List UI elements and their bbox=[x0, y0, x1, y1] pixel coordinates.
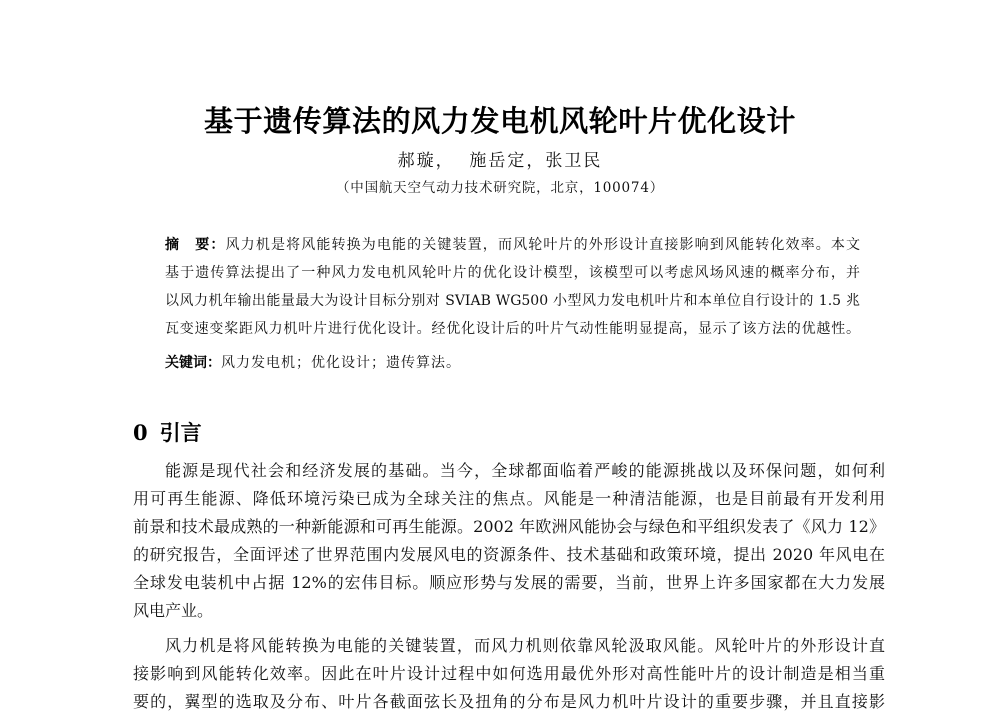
paragraph-line: 的研究报告，全面评述了世界范围内发展风电的资源条件、技术基础和政策环境，提出 2020 年风电在 bbox=[133, 545, 885, 564]
paragraph-line: 前景和技术最成熟的一种新能源和可再生能源。2002 年欧洲风能协会与绿色和平组织发表了《风力 12》 bbox=[133, 517, 885, 536]
paragraph-line: 全球发电装机中占据 12%的宏伟目标。顺应形势与发展的需要，当前，世界上许多国家都在大力发展 bbox=[133, 573, 885, 592]
section-title: 引言 bbox=[159, 421, 202, 445]
paragraph-line: 用可再生能源、降低环境污染已成为全球关注的焦点。风能是一种清洁能源，也是目前最有开发利用 bbox=[133, 489, 885, 508]
paragraph-line: 风力机是将风能转换为电能的关键装置，而风力机则依靠风轮汲取风能。风轮叶片的外形设计直 bbox=[165, 636, 885, 655]
abstract-block bbox=[165, 231, 860, 377]
paragraph-line: 要的，翼型的选取及分布、叶片各截面弦长及扭角的分布是风力机叶片设计的重要步骤，并且直接影 bbox=[133, 692, 885, 711]
paragraph-line: 接影响到风能转化效率。因此在叶片设计过程中如何选用最优外形对高性能叶片的设计制造是相当重 bbox=[133, 664, 885, 683]
abstract-line: 瓦变速变桨距风力机叶片进行优化设计。经优化设计后的叶片气动性能明显提高，显示了该方法的优越性。 bbox=[165, 321, 860, 337]
section-body bbox=[133, 457, 885, 716]
keywords-label: 关键词： bbox=[165, 355, 221, 371]
paragraph-line: 风电产业。 bbox=[133, 601, 214, 620]
abstract-text: 风力机是将风能转换为电能的关键装置，而风轮叶片的外形设计直接影响到风能转化效率。本文 bbox=[225, 237, 861, 253]
section-heading bbox=[133, 418, 202, 448]
body-paragraph bbox=[133, 632, 885, 716]
abstract-line bbox=[165, 231, 860, 259]
body-paragraph bbox=[133, 457, 885, 625]
section-number: 0 bbox=[133, 420, 148, 445]
paper-title: 基于遗传算法的风力发电机风轮叶片优化设计 bbox=[203, 104, 796, 138]
keywords-line bbox=[165, 349, 860, 377]
paragraph-line: 能源是现代社会和经济发展的基础。当今，全球都面临着严峻的能源挑战以及环保问题，如何利 bbox=[165, 461, 885, 480]
abstract-label: 摘 要： bbox=[165, 237, 226, 253]
keywords-text: 风力发电机；优化设计；遗传算法。 bbox=[221, 355, 461, 371]
affiliation: （中国航天空气动力技术研究院，北京，100074） bbox=[335, 180, 665, 196]
author-line: 郝璇， 施岳定，张卫民 bbox=[397, 151, 603, 171]
abstract-line: 基于遗传算法提出了一种风力发电机风轮叶片的优化设计模型，该模型可以考虑风场风速的概率分布，并 bbox=[165, 265, 860, 281]
abstract-line: 以风力机年输出能量最大为设计目标分别对 SVIAB WG500 小型风力发电机叶片和本单位自行设计的 1.5 兆 bbox=[165, 293, 860, 309]
